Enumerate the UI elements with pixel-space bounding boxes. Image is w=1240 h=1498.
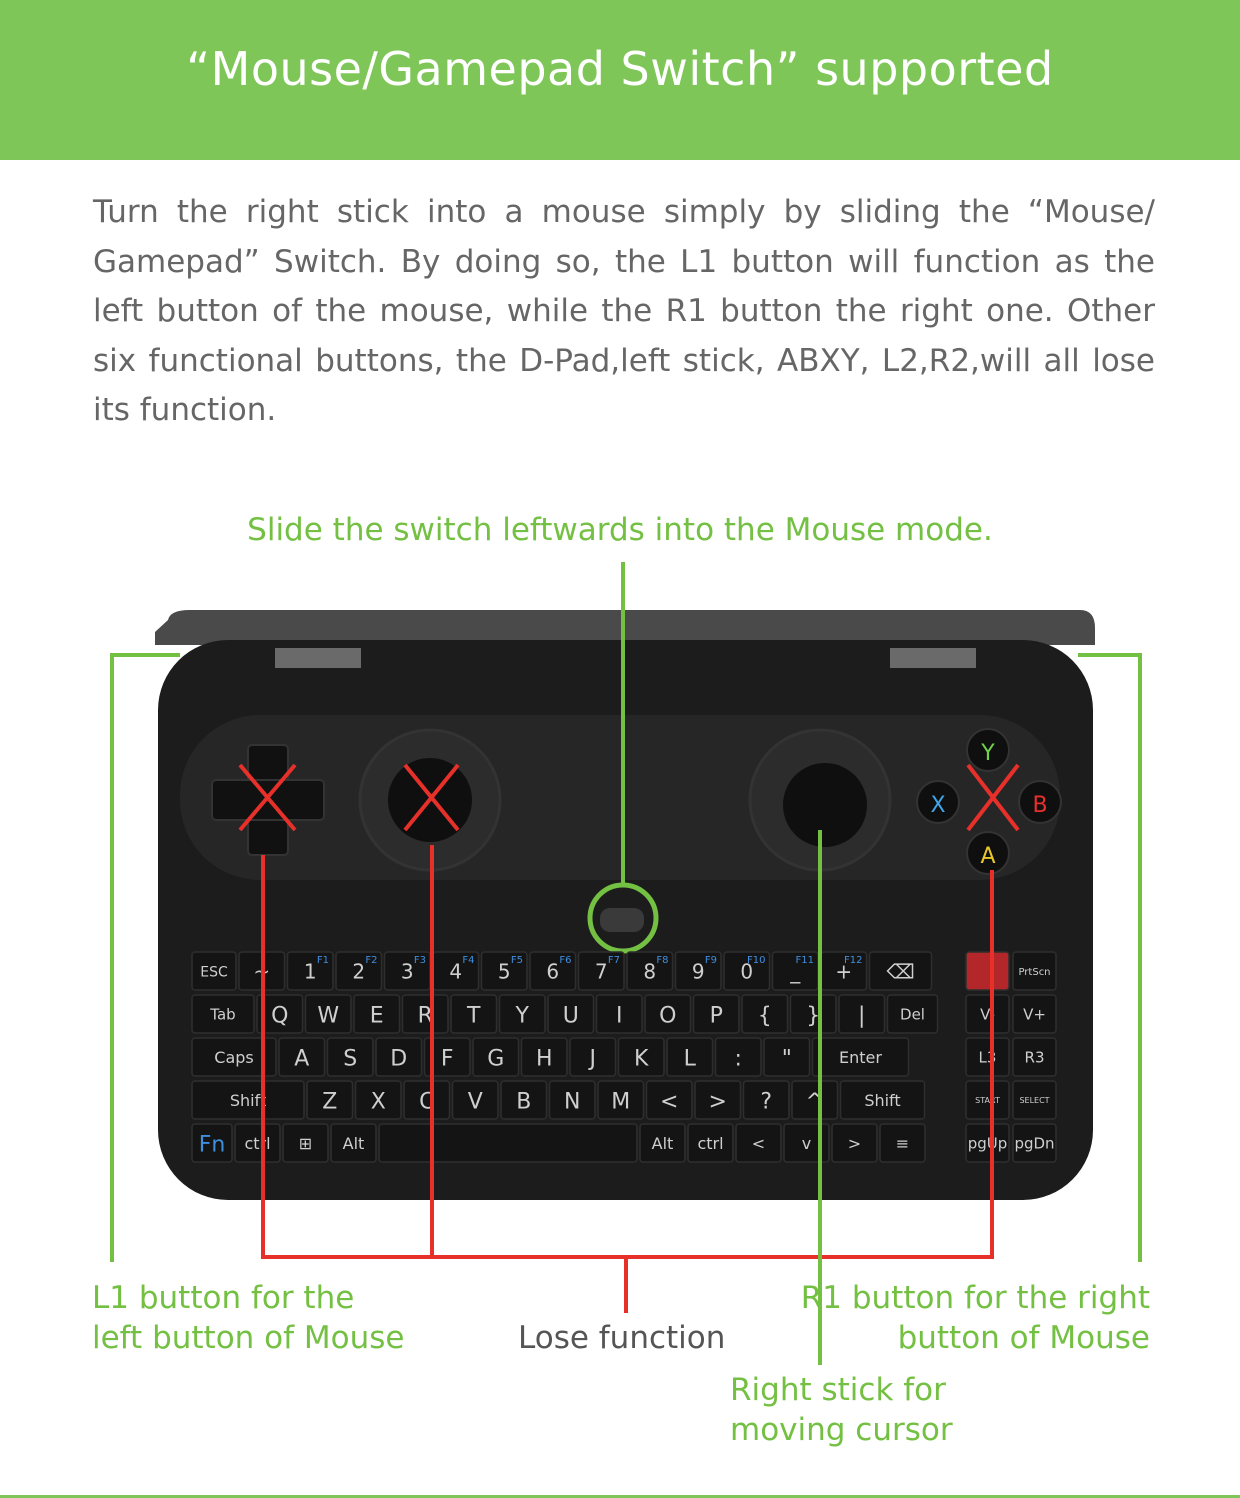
key-row3-2-label: S bbox=[343, 1046, 358, 1072]
key-row4-12-label: Shift bbox=[864, 1091, 901, 1111]
key-row2-11-label: { bbox=[757, 1003, 772, 1029]
key-side-0-label: PrtScn bbox=[1018, 966, 1051, 978]
right-stick bbox=[783, 763, 867, 847]
key-side-1-label: V- bbox=[980, 1005, 995, 1024]
key-row1-2-fn-label: F1 bbox=[316, 955, 329, 966]
key-row5-6-label: ctrl bbox=[697, 1134, 724, 1154]
key-row1-12-fn-label: F11 bbox=[795, 955, 814, 966]
key-power bbox=[966, 952, 1009, 990]
key-row1-1-label: ~ bbox=[253, 959, 271, 984]
key-row3-7-label: J bbox=[589, 1046, 596, 1072]
key-row1-3-label: 2 bbox=[352, 959, 366, 984]
key-row3-3-label: D bbox=[390, 1046, 408, 1072]
key-row1-6-label: 5 bbox=[497, 959, 511, 984]
key-row1-7-fn-label: F6 bbox=[559, 955, 572, 966]
callout-l1: L1 button for the left button of Mouse bbox=[92, 1280, 405, 1356]
key-row1-3-fn-label: F2 bbox=[365, 955, 378, 966]
key-row1-10-label: 9 bbox=[691, 959, 705, 984]
key-row2-0-label: Tab bbox=[210, 1005, 236, 1024]
key-row1-4-label: 3 bbox=[400, 959, 414, 984]
key-row3-0-label: Caps bbox=[214, 1048, 254, 1068]
key-row2-3-label: E bbox=[369, 1003, 384, 1029]
key-side-7-label: pgUp bbox=[967, 1134, 1008, 1153]
key-row1-7-label: 6 bbox=[546, 959, 560, 984]
callout-lose-function: Lose function bbox=[518, 1320, 726, 1356]
key-row5-4 bbox=[379, 1124, 637, 1162]
key-side-4-label: R3 bbox=[1024, 1048, 1045, 1067]
key-row2-10-label: P bbox=[709, 1003, 723, 1029]
key-row5-3-label: Alt bbox=[342, 1134, 365, 1154]
key-row1-12-label: _ bbox=[790, 959, 801, 984]
key-row2-7-label: U bbox=[562, 1003, 579, 1029]
key-row3-1-label: A bbox=[294, 1046, 310, 1072]
key-row2-4-label: R bbox=[417, 1003, 433, 1029]
key-row1-9-fn-label: F8 bbox=[656, 955, 669, 966]
key-row4-1-label: Z bbox=[322, 1089, 338, 1115]
key-row1-11-fn-label: F10 bbox=[747, 955, 766, 966]
key-row3-8-label: K bbox=[634, 1046, 649, 1072]
key-row5-1-label: ctrl bbox=[244, 1134, 271, 1154]
y-button-label: Y bbox=[981, 741, 995, 766]
key-side-8-label: pgDn bbox=[1014, 1134, 1055, 1153]
key-side-5-label: START bbox=[975, 1096, 1000, 1106]
key-row1-8-label: 7 bbox=[594, 959, 608, 984]
description-text: Turn the right stick into a mouse simply by sliding the “Mouse/ Gamepad” Switch. By doing so, the L1 button will function as the left button of the mouse, while the R1 button the right one. Other six functional buttons, the D-Pad,left stick, ABXY, L2,R2,will all lose its function. bbox=[93, 194, 1155, 428]
callout-right-stick: Right stick for moving cursor bbox=[730, 1372, 953, 1448]
key-side-3-label: L3 bbox=[978, 1048, 997, 1067]
key-row1-0-label: ESC bbox=[200, 964, 228, 981]
key-row3-4-label: F bbox=[440, 1046, 454, 1072]
key-row4-11-label: ^ bbox=[805, 1089, 824, 1115]
key-row3-12-label: Enter bbox=[839, 1048, 882, 1068]
key-row1-11-label: 0 bbox=[740, 959, 754, 984]
a-button-label: A bbox=[980, 844, 996, 869]
key-row1-13-fn-label: F12 bbox=[844, 955, 863, 966]
key-row5-9-label: > bbox=[847, 1134, 862, 1154]
key-row3-5-label: G bbox=[487, 1046, 505, 1072]
key-row3-6-label: H bbox=[535, 1046, 553, 1072]
page-title: “Mouse/Gamepad Switch” supported bbox=[186, 42, 1054, 96]
key-row5-8-label: v bbox=[801, 1134, 812, 1154]
key-row2-12-label: } bbox=[806, 1003, 821, 1029]
key-row4-0-label: Shift bbox=[229, 1091, 267, 1111]
key-row2-1-label: Q bbox=[271, 1003, 289, 1029]
key-row1-13-label: + bbox=[835, 959, 853, 984]
key-row2-13-label: | bbox=[858, 1003, 866, 1029]
key-row5-5-label: Alt bbox=[651, 1134, 674, 1154]
key-row3-9-label: L bbox=[683, 1046, 696, 1072]
key-row4-5-label: B bbox=[516, 1089, 532, 1115]
key-row1-14-label: ⌫ bbox=[886, 959, 915, 984]
key-row1-9-label: 8 bbox=[643, 959, 657, 984]
key-row4-3-label: C bbox=[419, 1089, 435, 1115]
b-button-label: B bbox=[1032, 793, 1048, 818]
key-row2-9-label: O bbox=[659, 1003, 677, 1029]
x-button-label: X bbox=[930, 793, 946, 818]
key-row4-4-label: V bbox=[467, 1089, 483, 1115]
key-row1-8-fn-label: F7 bbox=[607, 955, 620, 966]
key-row4-10-label: ? bbox=[760, 1089, 773, 1115]
key-row2-6-label: Y bbox=[515, 1003, 529, 1029]
key-row2-5-label: T bbox=[467, 1003, 481, 1029]
key-row4-9-label: > bbox=[708, 1089, 727, 1115]
key-row1-5-label: 4 bbox=[449, 959, 463, 984]
callout-r1: R1 button for the right button of Mouse bbox=[800, 1280, 1150, 1356]
key-row3-11-label: " bbox=[781, 1046, 792, 1072]
key-side-2-label: V+ bbox=[1023, 1005, 1046, 1024]
key-row2-8-label: I bbox=[616, 1003, 623, 1029]
key-row2-2-label: W bbox=[317, 1003, 340, 1029]
key-row1-4-fn-label: F3 bbox=[413, 955, 426, 966]
key-row2-14-label: Del bbox=[900, 1005, 925, 1024]
key-row5-0-label: Fn bbox=[198, 1132, 226, 1158]
key-row5-2-label: ⊞ bbox=[298, 1134, 313, 1154]
key-row4-2-label: X bbox=[370, 1089, 386, 1115]
key-row1-10-fn-label: F9 bbox=[704, 955, 717, 966]
key-row4-7-label: M bbox=[611, 1089, 631, 1115]
key-side-6-label: SELECT bbox=[1019, 1096, 1050, 1106]
key-row3-10-label: : bbox=[734, 1046, 742, 1072]
callout-switch: Slide the switch leftwards into the Mouse mode. bbox=[247, 512, 993, 548]
key-row4-6-label: N bbox=[564, 1089, 581, 1115]
key-row5-10-label: ≡ bbox=[895, 1134, 910, 1154]
mode-switch bbox=[600, 908, 644, 932]
key-row4-8-label: < bbox=[660, 1089, 679, 1115]
key-row5-7-label: < bbox=[751, 1134, 766, 1154]
key-row1-6-fn-label: F5 bbox=[510, 955, 523, 966]
key-row1-5-fn-label: F4 bbox=[462, 955, 475, 966]
key-row1-2-label: 1 bbox=[303, 959, 317, 984]
